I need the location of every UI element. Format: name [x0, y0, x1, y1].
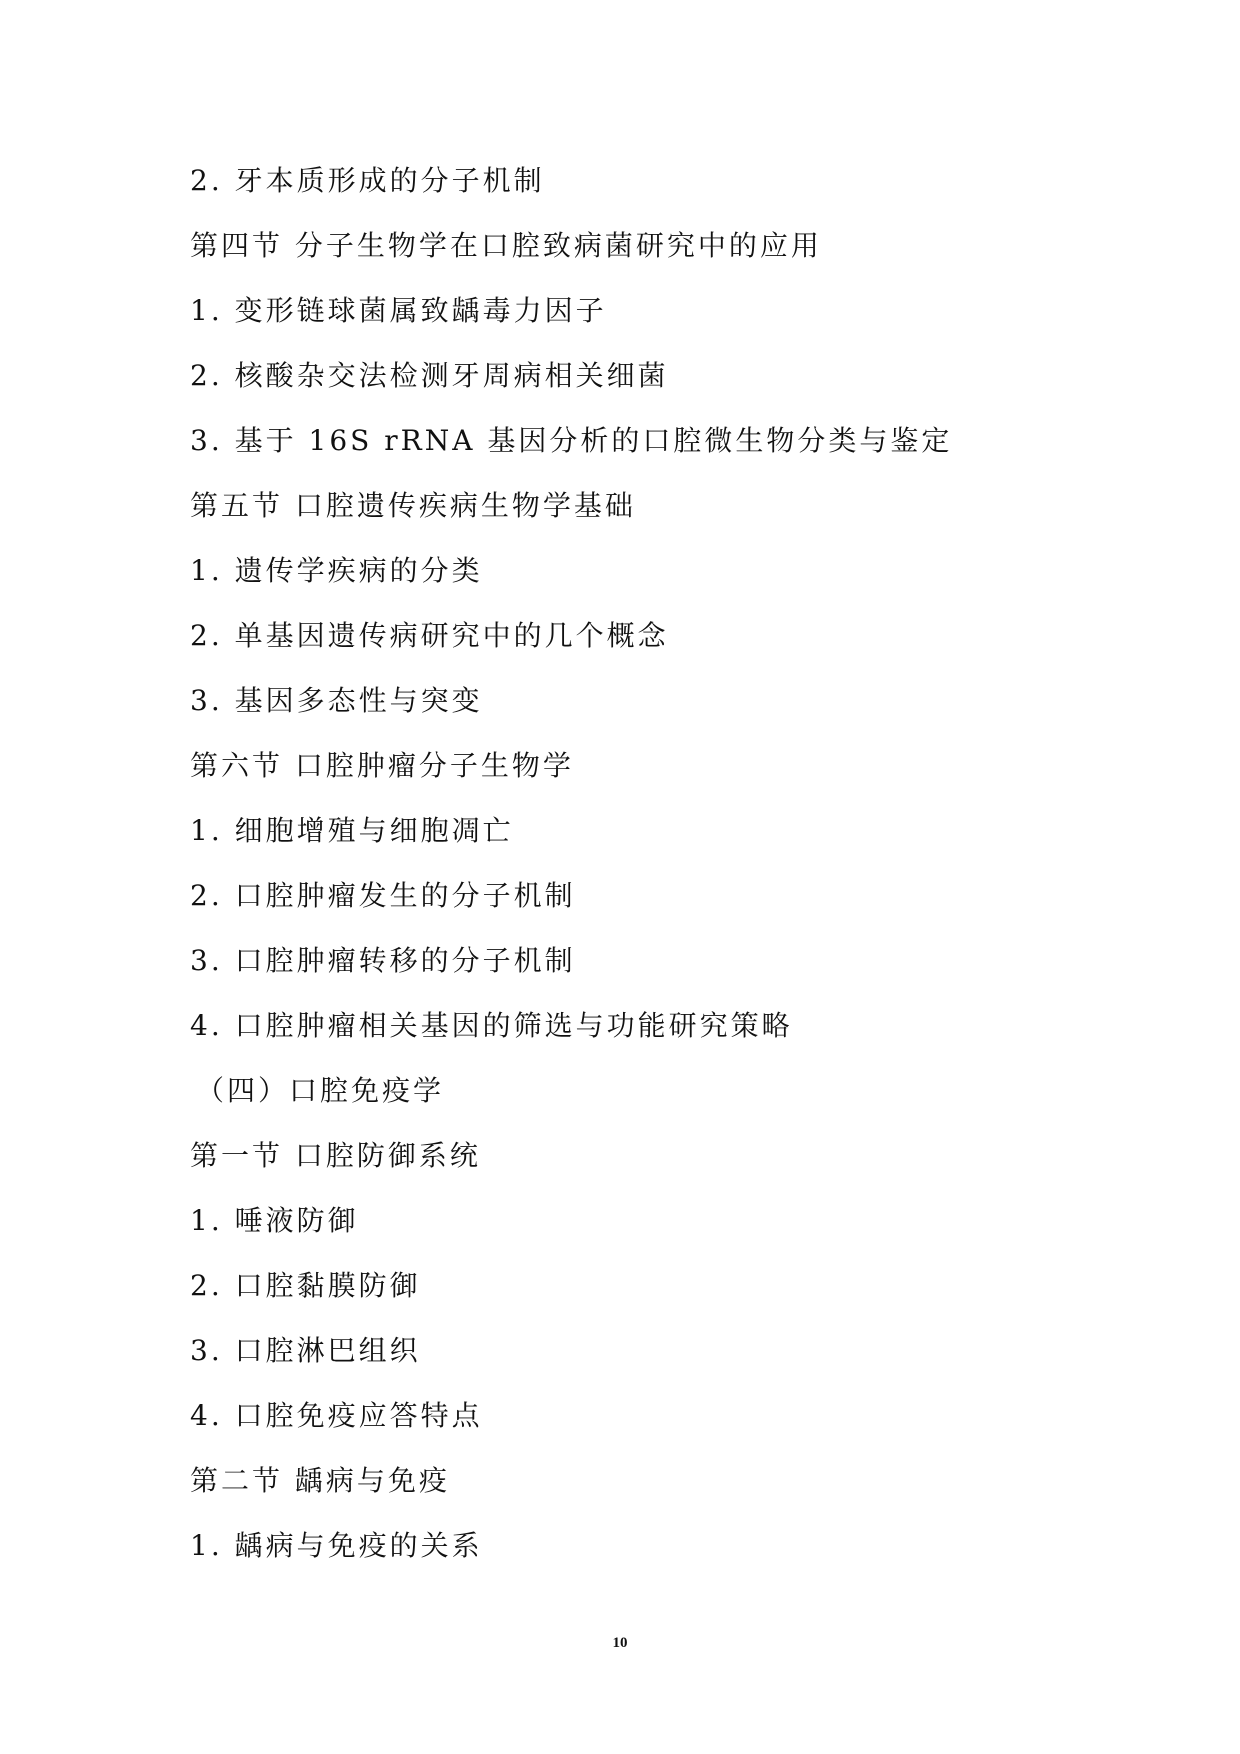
section-heading: 第四节 分子生物学在口腔致病菌研究中的应用 [190, 229, 822, 262]
outline-item: 2. 口腔黏膜防御 [190, 1269, 421, 1302]
outline-item: 4. 口腔肿瘤相关基因的筛选与功能研究策略 [190, 1009, 793, 1042]
subsection-heading: （四）口腔免疫学 [196, 1074, 445, 1107]
outline-item: 3. 基因多态性与突变 [190, 684, 483, 717]
section-heading: 第五节 口腔遗传疾病生物学基础 [190, 489, 636, 522]
outline-item: 4. 口腔免疫应答特点 [190, 1399, 483, 1432]
outline-item: 3. 基于 16S rRNA 基因分析的口腔微生物分类与鉴定 [190, 424, 953, 457]
outline-item: 2. 口腔肿瘤发生的分子机制 [190, 879, 576, 912]
outline-item: 3. 口腔肿瘤转移的分子机制 [190, 944, 576, 977]
outline-item: 2. 牙本质形成的分子机制 [190, 164, 545, 197]
outline-item: 1. 变形链球菌属致龋毒力因子 [190, 294, 607, 327]
outline-list [190, 160, 1150, 1590]
outline-item: 2. 核酸杂交法检测牙周病相关细菌 [190, 359, 669, 392]
outline-item: 1. 细胞增殖与细胞凋亡 [190, 814, 514, 847]
outline-item: 1. 龋病与免疫的关系 [190, 1529, 483, 1562]
page-number: 10 [612, 1635, 628, 1651]
outline-item: 1. 唾液防御 [190, 1204, 359, 1237]
section-heading: 第六节 口腔肿瘤分子生物学 [190, 749, 574, 782]
section-heading: 第二节 龋病与免疫 [190, 1464, 450, 1497]
section-heading: 第一节 口腔防御系统 [190, 1139, 481, 1172]
outline-item: 3. 口腔淋巴组织 [190, 1334, 421, 1367]
outline-item: 1. 遗传学疾病的分类 [190, 554, 483, 587]
outline-item: 2. 单基因遗传病研究中的几个概念 [190, 619, 669, 652]
